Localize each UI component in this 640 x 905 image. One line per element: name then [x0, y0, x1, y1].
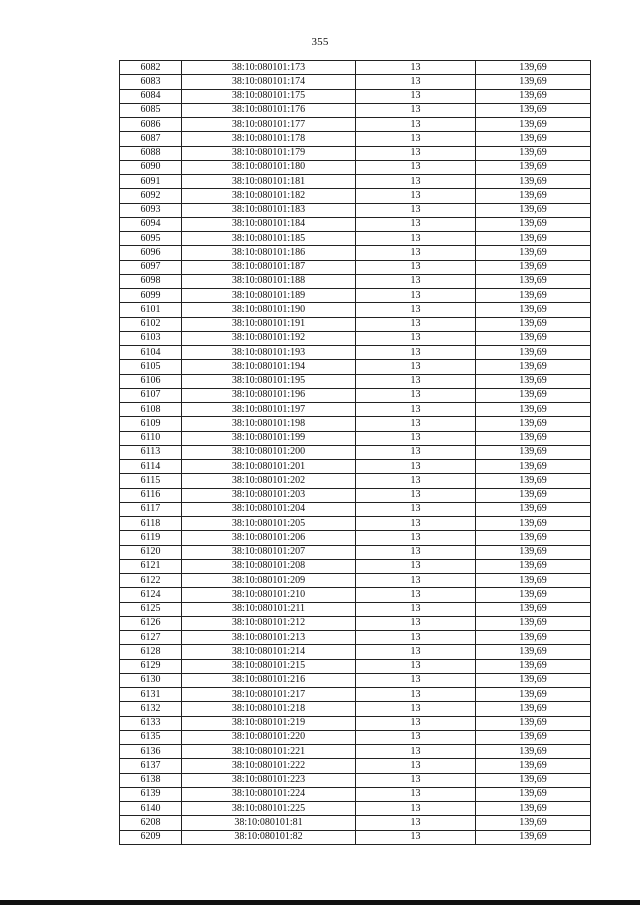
- value-cell: 139,69: [476, 146, 591, 160]
- count-cell: 13: [356, 488, 476, 502]
- table-row: [120, 431, 591, 445]
- value-cell: 139,69: [476, 659, 591, 673]
- cadastral-number-cell: 38:10:080101:200: [182, 445, 356, 459]
- table-row: [120, 289, 591, 303]
- value-cell: 139,69: [476, 246, 591, 260]
- count-cell: 13: [356, 830, 476, 844]
- count-cell: 13: [356, 303, 476, 317]
- value-cell: 139,69: [476, 274, 591, 288]
- registry-table-body: [120, 61, 591, 845]
- table-row: [120, 317, 591, 331]
- row-number-cell: 6085: [120, 103, 182, 117]
- row-number-cell: 6114: [120, 460, 182, 474]
- value-cell: 139,69: [476, 730, 591, 744]
- cadastral-number-cell: 38:10:080101:203: [182, 488, 356, 502]
- cadastral-number-cell: 38:10:080101:192: [182, 331, 356, 345]
- table-row: [120, 175, 591, 189]
- cadastral-number-cell: 38:10:080101:183: [182, 203, 356, 217]
- value-cell: 139,69: [476, 488, 591, 502]
- count-cell: 13: [356, 203, 476, 217]
- count-cell: 13: [356, 274, 476, 288]
- cadastral-number-cell: 38:10:080101:82: [182, 830, 356, 844]
- row-number-cell: 6086: [120, 118, 182, 132]
- table-row: [120, 730, 591, 744]
- row-number-cell: 6126: [120, 616, 182, 630]
- value-cell: 139,69: [476, 232, 591, 246]
- cadastral-number-cell: 38:10:080101:209: [182, 574, 356, 588]
- count-cell: 13: [356, 317, 476, 331]
- count-cell: 13: [356, 773, 476, 787]
- cadastral-number-cell: 38:10:080101:213: [182, 631, 356, 645]
- value-cell: 139,69: [476, 502, 591, 516]
- row-number-cell: 6128: [120, 645, 182, 659]
- row-number-cell: 6109: [120, 417, 182, 431]
- count-cell: 13: [356, 403, 476, 417]
- count-cell: 13: [356, 531, 476, 545]
- value-cell: 139,69: [476, 160, 591, 174]
- row-number-cell: 6121: [120, 559, 182, 573]
- row-number-cell: 6113: [120, 445, 182, 459]
- row-number-cell: 6084: [120, 89, 182, 103]
- count-cell: 13: [356, 146, 476, 160]
- count-cell: 13: [356, 559, 476, 573]
- count-cell: 13: [356, 246, 476, 260]
- row-number-cell: 6135: [120, 730, 182, 744]
- registry-table-container: [119, 60, 590, 845]
- count-cell: 13: [356, 730, 476, 744]
- value-cell: 139,69: [476, 331, 591, 345]
- row-number-cell: 6092: [120, 189, 182, 203]
- table-row: [120, 232, 591, 246]
- cadastral-number-cell: 38:10:080101:182: [182, 189, 356, 203]
- table-row: [120, 246, 591, 260]
- row-number-cell: 6140: [120, 802, 182, 816]
- count-cell: 13: [356, 118, 476, 132]
- cadastral-number-cell: 38:10:080101:176: [182, 103, 356, 117]
- cadastral-number-cell: 38:10:080101:218: [182, 702, 356, 716]
- cadastral-number-cell: 38:10:080101:206: [182, 531, 356, 545]
- count-cell: 13: [356, 787, 476, 801]
- cadastral-number-cell: 38:10:080101:189: [182, 289, 356, 303]
- count-cell: 13: [356, 75, 476, 89]
- table-row: [120, 759, 591, 773]
- row-number-cell: 6105: [120, 360, 182, 374]
- count-cell: 13: [356, 673, 476, 687]
- count-cell: 13: [356, 702, 476, 716]
- row-number-cell: 6094: [120, 217, 182, 231]
- row-number-cell: 6209: [120, 830, 182, 844]
- value-cell: 139,69: [476, 118, 591, 132]
- table-row: [120, 702, 591, 716]
- cadastral-number-cell: 38:10:080101:197: [182, 403, 356, 417]
- value-cell: 139,69: [476, 388, 591, 402]
- table-row: [120, 602, 591, 616]
- value-cell: 139,69: [476, 588, 591, 602]
- table-row: [120, 645, 591, 659]
- cadastral-number-cell: 38:10:080101:195: [182, 374, 356, 388]
- cadastral-number-cell: 38:10:080101:205: [182, 517, 356, 531]
- cadastral-number-cell: 38:10:080101:81: [182, 816, 356, 830]
- cadastral-number-cell: 38:10:080101:215: [182, 659, 356, 673]
- table-row: [120, 217, 591, 231]
- cadastral-number-cell: 38:10:080101:224: [182, 787, 356, 801]
- table-row: [120, 146, 591, 160]
- row-number-cell: 6108: [120, 403, 182, 417]
- row-number-cell: 6117: [120, 502, 182, 516]
- cadastral-number-cell: 38:10:080101:211: [182, 602, 356, 616]
- count-cell: 13: [356, 431, 476, 445]
- count-cell: 13: [356, 374, 476, 388]
- row-number-cell: 6110: [120, 431, 182, 445]
- row-number-cell: 6099: [120, 289, 182, 303]
- count-cell: 13: [356, 574, 476, 588]
- cadastral-number-cell: 38:10:080101:186: [182, 246, 356, 260]
- value-cell: 139,69: [476, 787, 591, 801]
- count-cell: 13: [356, 346, 476, 360]
- count-cell: 13: [356, 89, 476, 103]
- cadastral-number-cell: 38:10:080101:214: [182, 645, 356, 659]
- table-row: [120, 346, 591, 360]
- count-cell: 13: [356, 631, 476, 645]
- row-number-cell: 6104: [120, 346, 182, 360]
- cadastral-number-cell: 38:10:080101:216: [182, 673, 356, 687]
- value-cell: 139,69: [476, 830, 591, 844]
- value-cell: 139,69: [476, 616, 591, 630]
- table-row: [120, 574, 591, 588]
- table-row: [120, 688, 591, 702]
- value-cell: 139,69: [476, 417, 591, 431]
- row-number-cell: 6136: [120, 745, 182, 759]
- row-number-cell: 6132: [120, 702, 182, 716]
- table-row: [120, 445, 591, 459]
- value-cell: 139,69: [476, 303, 591, 317]
- cadastral-number-cell: 38:10:080101:220: [182, 730, 356, 744]
- value-cell: 139,69: [476, 673, 591, 687]
- table-row: [120, 659, 591, 673]
- row-number-cell: 6129: [120, 659, 182, 673]
- table-row: [120, 118, 591, 132]
- cadastral-number-cell: 38:10:080101:190: [182, 303, 356, 317]
- table-row: [120, 374, 591, 388]
- cadastral-number-cell: 38:10:080101:188: [182, 274, 356, 288]
- value-cell: 139,69: [476, 75, 591, 89]
- row-number-cell: 6090: [120, 160, 182, 174]
- value-cell: 139,69: [476, 260, 591, 274]
- table-row: [120, 417, 591, 431]
- cadastral-number-cell: 38:10:080101:180: [182, 160, 356, 174]
- value-cell: 139,69: [476, 517, 591, 531]
- page-number: 355: [311, 36, 329, 48]
- cadastral-number-cell: 38:10:080101:225: [182, 802, 356, 816]
- count-cell: 13: [356, 816, 476, 830]
- row-number-cell: 6208: [120, 816, 182, 830]
- cadastral-number-cell: 38:10:080101:207: [182, 545, 356, 559]
- value-cell: 139,69: [476, 460, 591, 474]
- table-row: [120, 260, 591, 274]
- value-cell: 139,69: [476, 802, 591, 816]
- cadastral-number-cell: 38:10:080101:178: [182, 132, 356, 146]
- count-cell: 13: [356, 588, 476, 602]
- table-row: [120, 588, 591, 602]
- value-cell: 139,69: [476, 317, 591, 331]
- table-row: [120, 331, 591, 345]
- page-bottom-edge: [0, 900, 640, 905]
- table-row: [120, 716, 591, 730]
- value-cell: 139,69: [476, 602, 591, 616]
- cadastral-number-cell: 38:10:080101:179: [182, 146, 356, 160]
- table-row: [120, 203, 591, 217]
- cadastral-number-cell: 38:10:080101:199: [182, 431, 356, 445]
- count-cell: 13: [356, 217, 476, 231]
- table-row: [120, 460, 591, 474]
- value-cell: 139,69: [476, 403, 591, 417]
- table-row: [120, 189, 591, 203]
- cadastral-number-cell: 38:10:080101:181: [182, 175, 356, 189]
- cadastral-number-cell: 38:10:080101:202: [182, 474, 356, 488]
- table-row: [120, 673, 591, 687]
- row-number-cell: 6138: [120, 773, 182, 787]
- row-number-cell: 6119: [120, 531, 182, 545]
- count-cell: 13: [356, 716, 476, 730]
- count-cell: 13: [356, 460, 476, 474]
- cadastral-number-cell: 38:10:080101:184: [182, 217, 356, 231]
- count-cell: 13: [356, 289, 476, 303]
- value-cell: 139,69: [476, 103, 591, 117]
- value-cell: 139,69: [476, 759, 591, 773]
- table-row: [120, 531, 591, 545]
- cadastral-number-cell: 38:10:080101:196: [182, 388, 356, 402]
- cadastral-number-cell: 38:10:080101:219: [182, 716, 356, 730]
- count-cell: 13: [356, 103, 476, 117]
- count-cell: 13: [356, 417, 476, 431]
- count-cell: 13: [356, 745, 476, 759]
- registry-table: [119, 60, 591, 845]
- table-row: [120, 773, 591, 787]
- table-row: [120, 388, 591, 402]
- value-cell: 139,69: [476, 374, 591, 388]
- count-cell: 13: [356, 688, 476, 702]
- table-row: [120, 559, 591, 573]
- cadastral-number-cell: 38:10:080101:175: [182, 89, 356, 103]
- table-row: [120, 132, 591, 146]
- value-cell: 139,69: [476, 645, 591, 659]
- table-row: [120, 802, 591, 816]
- row-number-cell: 6091: [120, 175, 182, 189]
- value-cell: 139,69: [476, 631, 591, 645]
- row-number-cell: 6083: [120, 75, 182, 89]
- table-row: [120, 745, 591, 759]
- table-row: [120, 360, 591, 374]
- count-cell: 13: [356, 474, 476, 488]
- table-row: [120, 502, 591, 516]
- table-row: [120, 75, 591, 89]
- value-cell: 139,69: [476, 189, 591, 203]
- row-number-cell: 6139: [120, 787, 182, 801]
- count-cell: 13: [356, 517, 476, 531]
- cadastral-number-cell: 38:10:080101:201: [182, 460, 356, 474]
- row-number-cell: 6125: [120, 602, 182, 616]
- cadastral-number-cell: 38:10:080101:194: [182, 360, 356, 374]
- value-cell: 139,69: [476, 203, 591, 217]
- row-number-cell: 6103: [120, 331, 182, 345]
- table-row: [120, 830, 591, 844]
- row-number-cell: 6097: [120, 260, 182, 274]
- cadastral-number-cell: 38:10:080101:210: [182, 588, 356, 602]
- count-cell: 13: [356, 260, 476, 274]
- count-cell: 13: [356, 388, 476, 402]
- row-number-cell: 6093: [120, 203, 182, 217]
- count-cell: 13: [356, 616, 476, 630]
- count-cell: 13: [356, 331, 476, 345]
- cadastral-number-cell: 38:10:080101:221: [182, 745, 356, 759]
- row-number-cell: 6122: [120, 574, 182, 588]
- value-cell: 139,69: [476, 474, 591, 488]
- cadastral-number-cell: 38:10:080101:204: [182, 502, 356, 516]
- row-number-cell: 6087: [120, 132, 182, 146]
- count-cell: 13: [356, 445, 476, 459]
- row-number-cell: 6124: [120, 588, 182, 602]
- value-cell: 139,69: [476, 531, 591, 545]
- value-cell: 139,69: [476, 574, 591, 588]
- value-cell: 139,69: [476, 360, 591, 374]
- count-cell: 13: [356, 659, 476, 673]
- count-cell: 13: [356, 232, 476, 246]
- table-row: [120, 616, 591, 630]
- count-cell: 13: [356, 132, 476, 146]
- table-row: [120, 160, 591, 174]
- row-number-cell: 6115: [120, 474, 182, 488]
- cadastral-number-cell: 38:10:080101:177: [182, 118, 356, 132]
- row-number-cell: 6107: [120, 388, 182, 402]
- cadastral-number-cell: 38:10:080101:193: [182, 346, 356, 360]
- cadastral-number-cell: 38:10:080101:191: [182, 317, 356, 331]
- cadastral-number-cell: 38:10:080101:198: [182, 417, 356, 431]
- count-cell: 13: [356, 189, 476, 203]
- count-cell: 13: [356, 602, 476, 616]
- row-number-cell: 6096: [120, 246, 182, 260]
- row-number-cell: 6098: [120, 274, 182, 288]
- value-cell: 139,69: [476, 175, 591, 189]
- row-number-cell: 6133: [120, 716, 182, 730]
- table-row: [120, 474, 591, 488]
- value-cell: 139,69: [476, 346, 591, 360]
- table-row: [120, 103, 591, 117]
- cadastral-number-cell: 38:10:080101:217: [182, 688, 356, 702]
- cadastral-number-cell: 38:10:080101:223: [182, 773, 356, 787]
- table-row: [120, 787, 591, 801]
- value-cell: 139,69: [476, 289, 591, 303]
- table-row: [120, 303, 591, 317]
- value-cell: 139,69: [476, 132, 591, 146]
- value-cell: 139,69: [476, 61, 591, 75]
- row-number-cell: 6106: [120, 374, 182, 388]
- value-cell: 139,69: [476, 745, 591, 759]
- row-number-cell: 6131: [120, 688, 182, 702]
- value-cell: 139,69: [476, 431, 591, 445]
- row-number-cell: 6130: [120, 673, 182, 687]
- cadastral-number-cell: 38:10:080101:222: [182, 759, 356, 773]
- cadastral-number-cell: 38:10:080101:174: [182, 75, 356, 89]
- row-number-cell: 6116: [120, 488, 182, 502]
- count-cell: 13: [356, 160, 476, 174]
- cadastral-number-cell: 38:10:080101:173: [182, 61, 356, 75]
- row-number-cell: 6101: [120, 303, 182, 317]
- count-cell: 13: [356, 61, 476, 75]
- table-row: [120, 488, 591, 502]
- value-cell: 139,69: [476, 445, 591, 459]
- count-cell: 13: [356, 802, 476, 816]
- count-cell: 13: [356, 759, 476, 773]
- count-cell: 13: [356, 645, 476, 659]
- table-row: [120, 61, 591, 75]
- row-number-cell: 6120: [120, 545, 182, 559]
- value-cell: 139,69: [476, 89, 591, 103]
- value-cell: 139,69: [476, 716, 591, 730]
- value-cell: 139,69: [476, 545, 591, 559]
- table-row: [120, 274, 591, 288]
- row-number-cell: 6137: [120, 759, 182, 773]
- count-cell: 13: [356, 360, 476, 374]
- value-cell: 139,69: [476, 217, 591, 231]
- count-cell: 13: [356, 545, 476, 559]
- count-cell: 13: [356, 502, 476, 516]
- row-number-cell: 6088: [120, 146, 182, 160]
- row-number-cell: 6102: [120, 317, 182, 331]
- cadastral-number-cell: 38:10:080101:208: [182, 559, 356, 573]
- value-cell: 139,69: [476, 559, 591, 573]
- value-cell: 139,69: [476, 816, 591, 830]
- value-cell: 139,69: [476, 688, 591, 702]
- cadastral-number-cell: 38:10:080101:212: [182, 616, 356, 630]
- table-row: [120, 545, 591, 559]
- cadastral-number-cell: 38:10:080101:187: [182, 260, 356, 274]
- table-row: [120, 517, 591, 531]
- row-number-cell: 6127: [120, 631, 182, 645]
- table-row: [120, 403, 591, 417]
- value-cell: 139,69: [476, 773, 591, 787]
- table-row: [120, 631, 591, 645]
- cadastral-number-cell: 38:10:080101:185: [182, 232, 356, 246]
- count-cell: 13: [356, 175, 476, 189]
- row-number-cell: 6095: [120, 232, 182, 246]
- table-row: [120, 816, 591, 830]
- row-number-cell: 6082: [120, 61, 182, 75]
- table-row: [120, 89, 591, 103]
- row-number-cell: 6118: [120, 517, 182, 531]
- value-cell: 139,69: [476, 702, 591, 716]
